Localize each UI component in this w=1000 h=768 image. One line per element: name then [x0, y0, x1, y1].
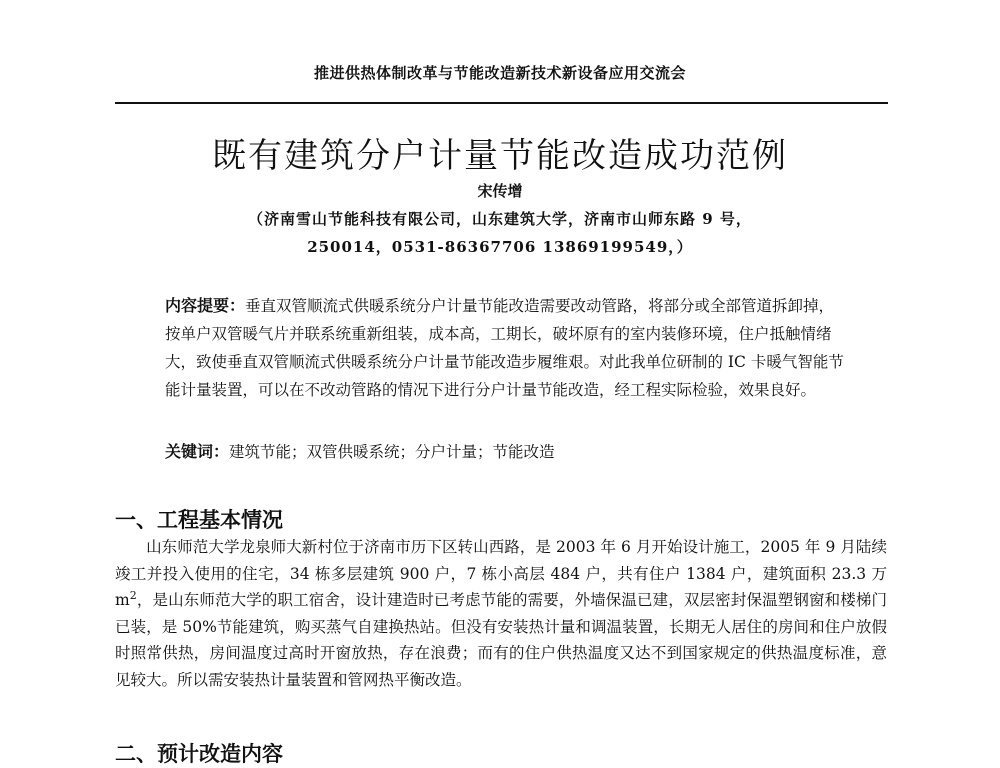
keywords — [165, 438, 845, 466]
section-1-body — [115, 534, 887, 693]
paper-title: 既有建筑分户计量节能改造成功范例 — [212, 136, 788, 176]
conference-header: 推进供热体制改革与节能改造新技术新设备应用交流会 — [313, 64, 686, 82]
abstract-label: 内容提要： — [165, 296, 246, 315]
area-unit-superscript: 2 — [129, 588, 137, 602]
abstract-text: 垂直双管顺流式供暖系统分户计量节能改造需要改动管路，将部分或全部管道拆卸掉，按单户双管暖气片并联系统重新组装，成本高，工期长，破坏原有的室内装修环境，住户抵触情绪大，致使垂直双管顺流式供暖系统分户计量节能改造步履维艰。对此我单位研制的 IC 卡暖气智能节能计量装置，可以在不改动管路的情况下进行分户计量节能改造，经工程实际检验，效果良好。 — [165, 297, 844, 399]
section-2-heading: 二、预计改造内容 — [115, 742, 283, 766]
section-1-text-a: 山东师范大学龙泉师大新村位于济南市历下区转山西路，是 2003 年 6 月开始设计施工，2005 年 9 月陆续竣工并投入使用的住宅，34 栋多层建筑 900 户，7 栋小高层 484 户，共有住户 1384 户，建筑面积 23.3 万 m — [115, 538, 887, 609]
keywords-label: 关键词： — [165, 442, 230, 461]
header-rule — [115, 102, 888, 104]
affiliation-line-1: （济南雪山节能科技有限公司，山东建筑大学，济南市山师东路 9 号， — [248, 210, 752, 228]
section-1-heading: 一、工程基本情况 — [115, 508, 283, 532]
affiliation-line-2: 250014，0531-86367706 13869199549，） — [307, 238, 693, 256]
abstract — [165, 292, 845, 404]
keywords-text: 建筑节能；双管供暖系统；分户计量；节能改造 — [229, 443, 555, 461]
author-name: 宋传增 — [477, 182, 523, 200]
section-1-text-b: ，是山东师范大学的职工宿舍，设计建造时已考虑节能的需要，外墙保温已建，双层密封保温塑钢窗和楼梯门已装，是 50%节能建筑，购买蒸气自建换热站。但没有安装热计量和调温装置，长期无人居住的房间和住户放假时照常供热，房间温度过高时开窗放热，存在浪费；而有的住户供热温度又达不到国家规定的供热温度标准，意见较大。所以需安装热计量装置和管网热平衡改造。 — [115, 591, 887, 689]
